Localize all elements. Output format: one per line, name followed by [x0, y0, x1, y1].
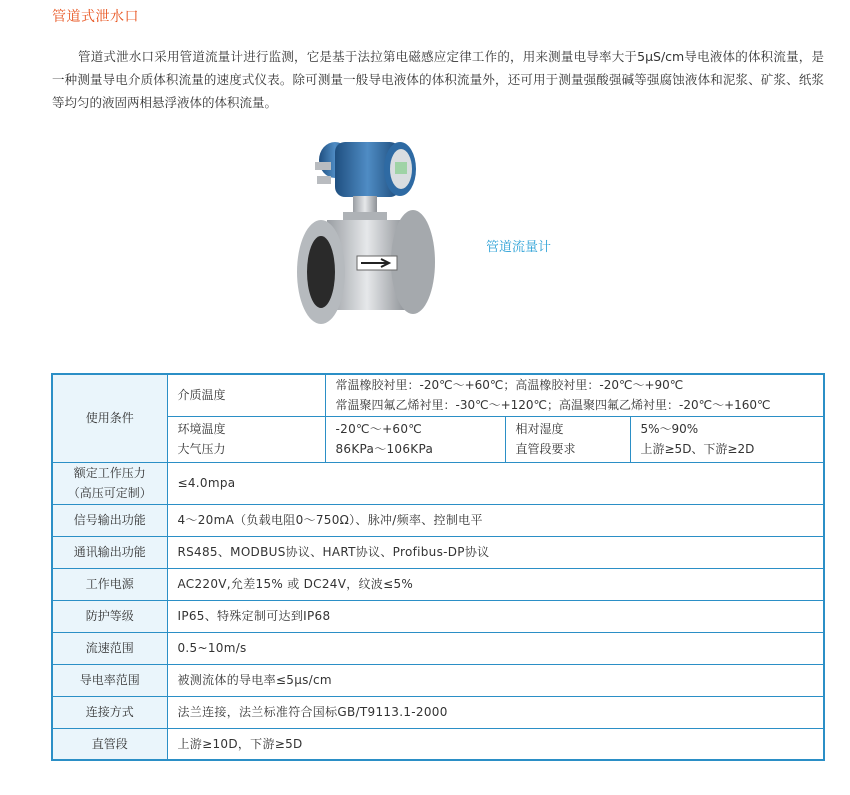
- row-label: 流速范围: [52, 632, 167, 664]
- table-row: [52, 568, 824, 600]
- humidity-values: [630, 416, 824, 462]
- row-label: 防护等级: [52, 600, 167, 632]
- table-row: [52, 416, 824, 462]
- straight-req-value: 上游≥5D、下游≥2D: [640, 442, 755, 456]
- env-temp-label: 环境温度: [177, 422, 226, 436]
- pressure-value: 86KPa～106KPa: [335, 442, 434, 456]
- table-row: [52, 600, 824, 632]
- page-title: 管道式泄水口: [52, 9, 139, 25]
- env-labels: [167, 416, 325, 462]
- env-temp-value: -20℃～+60℃: [335, 422, 423, 436]
- medium-temp-line: 常温聚四氟乙烯衬里：-30℃～+120℃；高温聚四氟乙烯衬里：-20℃～+160℃: [335, 398, 771, 413]
- row-label-line: 额定工作压力: [73, 466, 146, 480]
- row-value: 法兰连接，法兰标准符合国标GB/T9113.1-2000: [167, 696, 824, 728]
- table-row: [52, 696, 824, 728]
- flowmeter-image: [295, 132, 445, 332]
- row-label: 导电率范围: [52, 664, 167, 696]
- env-values: [325, 416, 505, 462]
- row-value: RS485、MODBUS协议、HART协议、Profibus-DP协议: [167, 536, 824, 568]
- row-label: 工作电源: [52, 568, 167, 600]
- row-value: 上游≥10D，下游≥5D: [167, 728, 824, 760]
- row-label: 连接方式: [52, 696, 167, 728]
- medium-temp-value: [325, 374, 824, 416]
- product-caption: 管道流量计: [486, 240, 552, 255]
- pressure-label: 大气压力: [177, 442, 226, 456]
- medium-temp-line: 常温橡胶衬里：-20℃～+60℃；高温橡胶衬里：-20℃～+90℃: [335, 378, 684, 393]
- usage-conditions-label: 使用条件: [52, 374, 167, 462]
- row-value: IP65、特殊定制可达到IP68: [167, 600, 824, 632]
- row-label: 通讯输出功能: [52, 536, 167, 568]
- spec-table: [51, 373, 825, 761]
- row-label: [52, 462, 167, 504]
- table-row: [52, 462, 824, 504]
- humidity-labels: [505, 416, 630, 462]
- humidity-value: 5%～90%: [640, 422, 699, 436]
- table-row: [52, 374, 824, 416]
- table-row: [52, 632, 824, 664]
- row-label: 直管段: [52, 728, 167, 760]
- table-row: [52, 504, 824, 536]
- row-value: AC220V,允差15% 或 DC24V，纹波≤5%: [167, 568, 824, 600]
- table-row: [52, 536, 824, 568]
- table-row: [52, 728, 824, 760]
- intro-paragraph: 管道式泄水口采用管道流量计进行监测，它是基于法拉第电磁感应定律工作的，用来测量电导率大于5μS/cm导电液体的体积流量，是一种测量导电介质体积流量的速度式仪表。除可测量一般导电液体的体积流量外，还可用于测量强酸强碱等强腐蚀液体和泥浆、矿浆、纸浆等均匀的液固两相悬浮液体的体积流量。: [52, 49, 824, 110]
- row-value: 被测流体的导电率≤5μs/cm: [167, 664, 824, 696]
- row-value: ≤4.0mpa: [167, 462, 824, 504]
- row-value: 0.5~10m/s: [167, 632, 824, 664]
- row-label: 信号输出功能: [52, 504, 167, 536]
- humidity-label: 相对湿度: [515, 422, 564, 436]
- medium-temp-label: 介质温度: [167, 374, 325, 416]
- table-row: [52, 664, 824, 696]
- row-value: 4～20mA（负载电阻0～750Ω）、脉冲/频率、控制电平: [167, 504, 824, 536]
- straight-req-label: 直管段要求: [515, 442, 576, 456]
- row-label-line: （高压可定制）: [67, 486, 152, 500]
